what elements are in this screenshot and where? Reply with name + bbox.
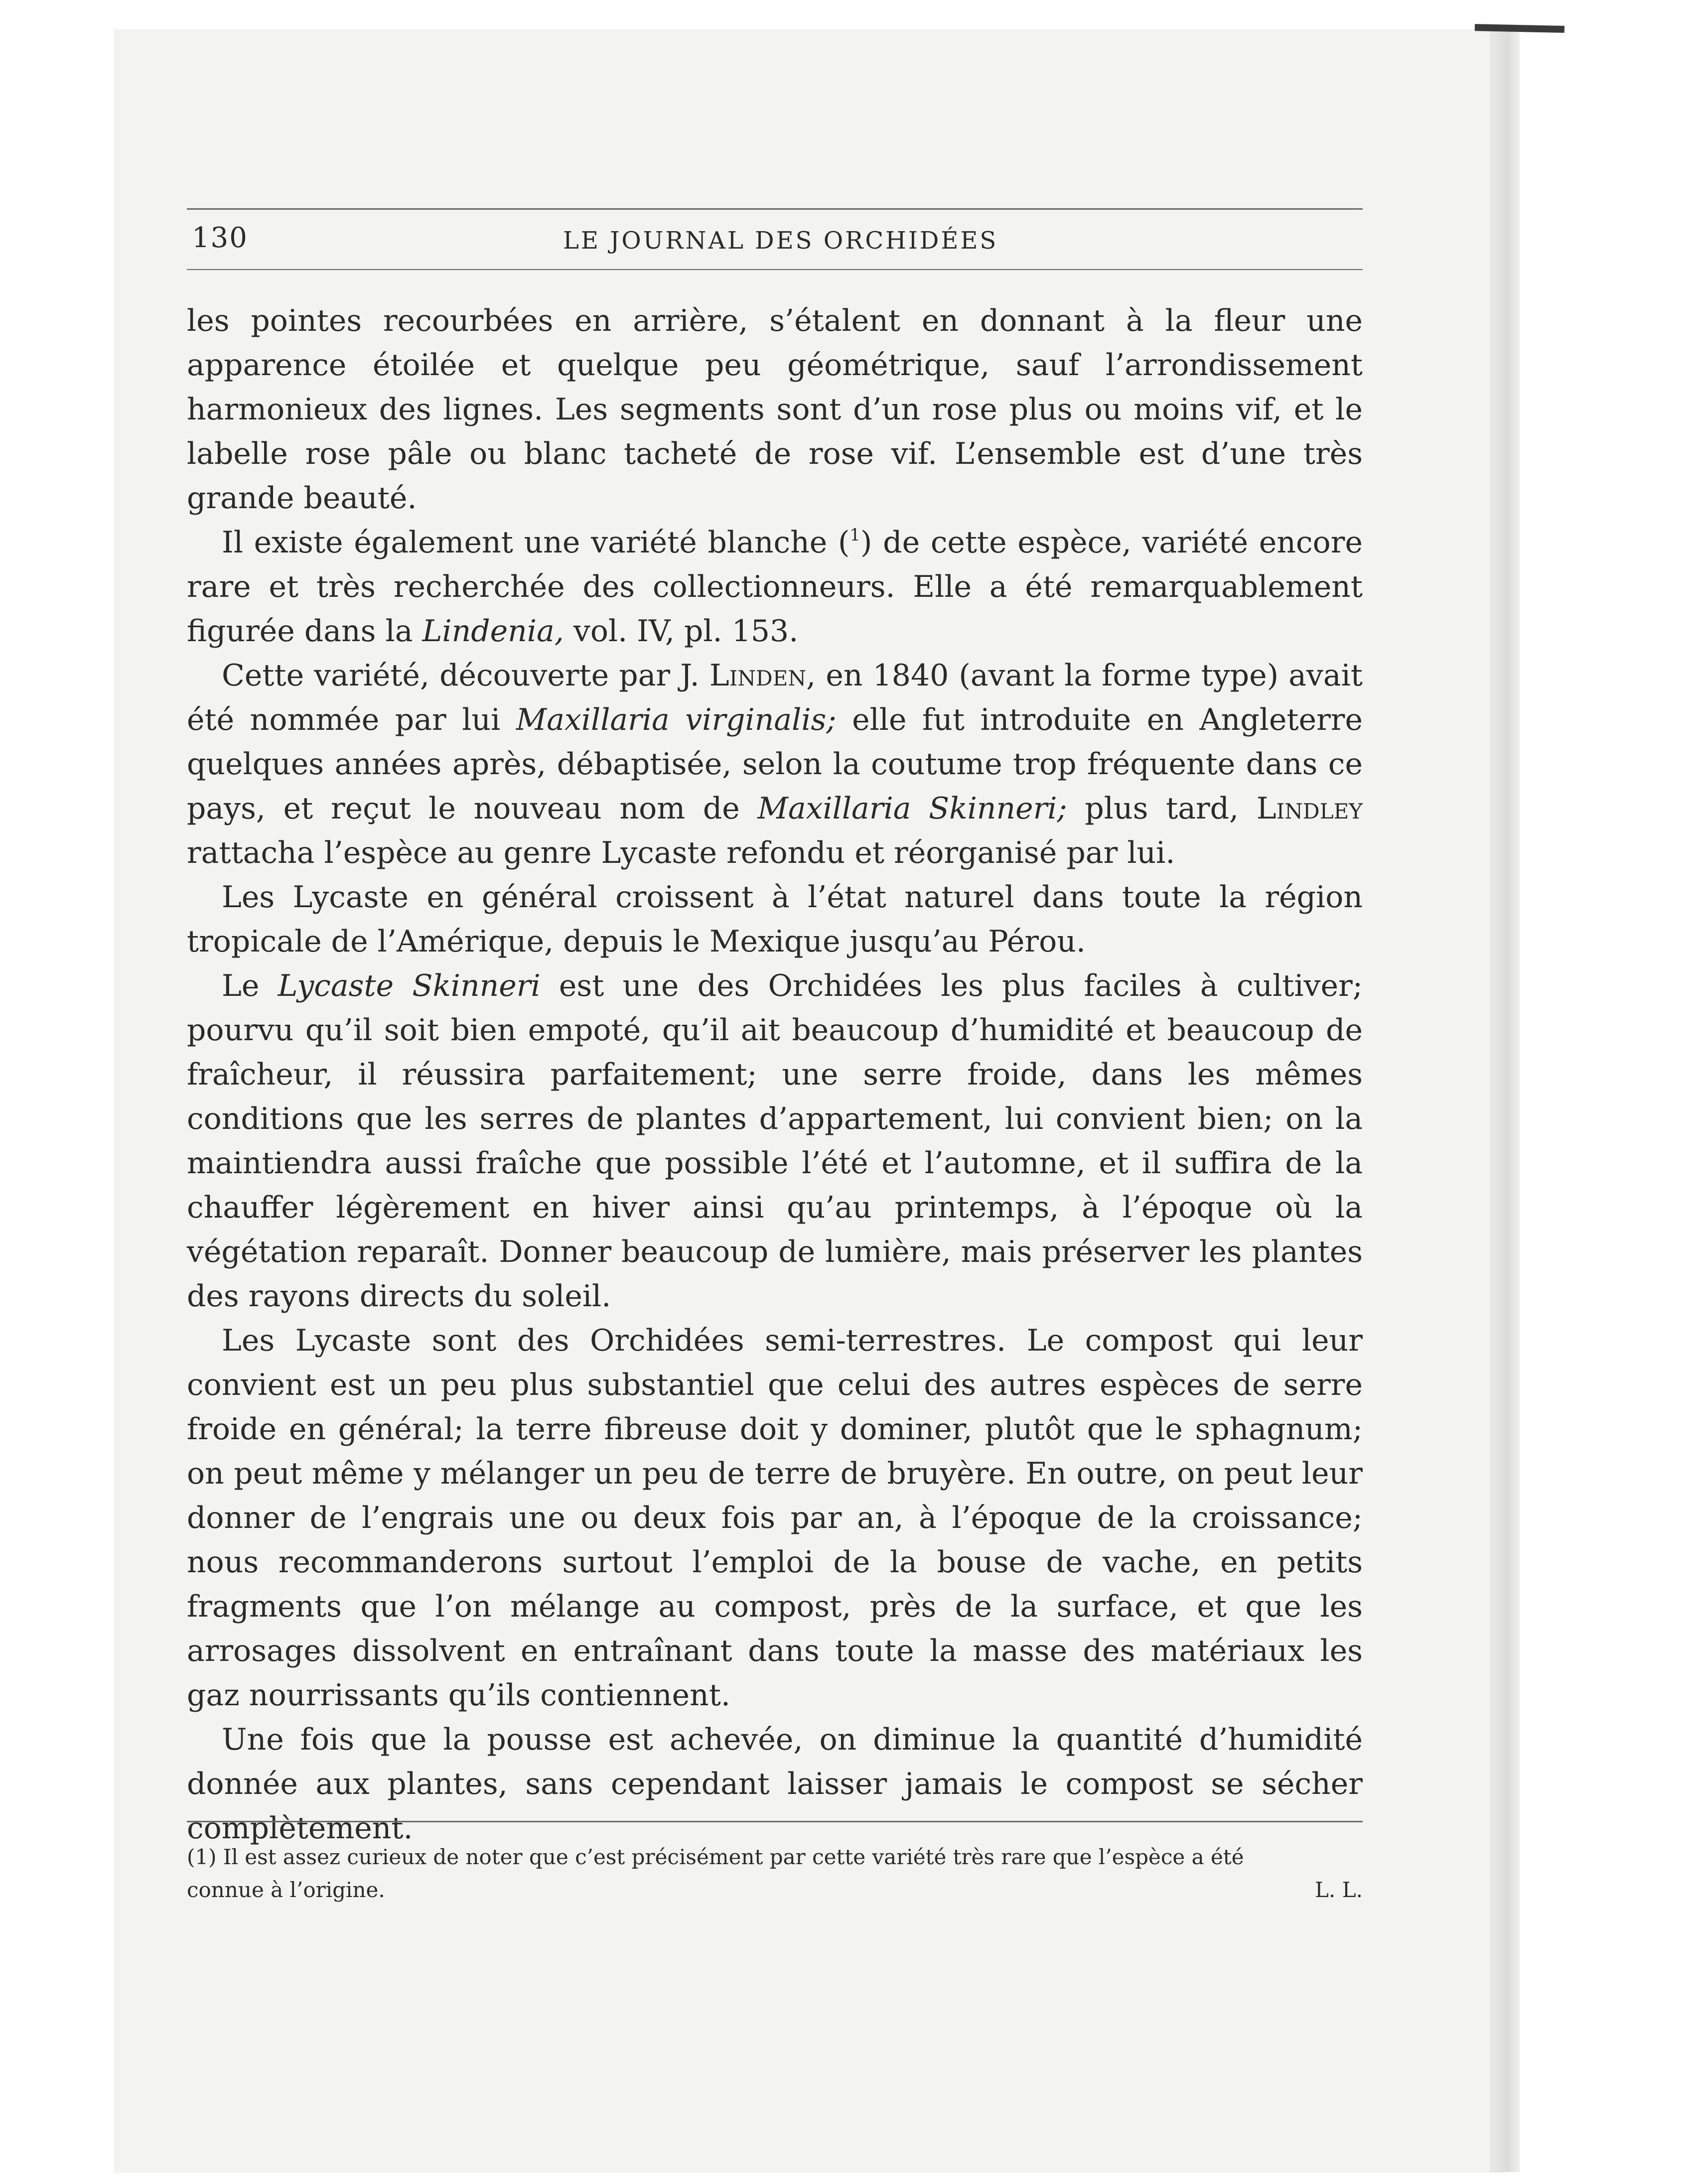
paragraph-2: Il existe également une variété blanche ($^1$) de cette espèce, variété encore rare et très recherchée des collectionneurs. Elle a été remarquablement figurée dans la Lindenia, vol. IV, pl. 153. — [187, 525, 1363, 649]
footnote — [187, 1841, 1363, 1907]
page-edge-shadow — [1490, 30, 1520, 2172]
footnote-reference: 1 — [849, 525, 861, 545]
paragraph-4: Les Lycaste en général croissent à l’état naturel dans toute la région tropicale de l’Amérique, depuis le Mexique jusqu’au Pérou. — [187, 880, 1363, 959]
italic-lycaste-skinneri: Lycaste Skinneri — [278, 968, 541, 1003]
running-title: LE JOURNAL DES ORCHIDÉES — [563, 227, 998, 255]
italic-maxillaria-virginalis: Maxillaria virginalis; — [516, 702, 837, 737]
footnote-signature: L. L. — [1315, 1878, 1363, 1902]
header-rule-top — [187, 208, 1363, 210]
footnote-text: Il est assez curieux de noter que c’est précisément par cette variété très rare que l’espèce a été — [223, 1845, 1244, 1869]
footnote-rule — [187, 1821, 1363, 1822]
page-number: 130 — [192, 222, 248, 254]
paragraph-1: les pointes recourbées en arrière, s’étalent en donnant à la fleur une apparence étoilée et quelque peu géométrique, sauf l’arrondissement harmonieux des lignes. Les segments sont d’un rose plus ou moins vif, et le labelle rose pâle ou blanc tacheté de rose vif. L’ensemble est d’une très grande beauté. — [187, 303, 1363, 516]
body-text — [187, 299, 1363, 1851]
name-linden: Linden — [709, 658, 807, 693]
italic-maxillaria-skinneri: Maxillaria Skinneri; — [757, 791, 1067, 826]
paragraph-3: Cette variété, découverte par J. Linden, en 1840 (avant la forme type) avait été nommée par lui Maxillaria virginalis; elle fut introduite en Angleterre quelques années après, débaptisée, selon la coutume trop fréquente dans ce pays, et reçut le nouveau nom de Maxillaria Skinneri; plus tard, Lindley rattacha l’espèce au genre Lycaste refondu et réorganisé par lui. — [187, 658, 1363, 870]
header-rule-bottom — [187, 269, 1363, 270]
paragraph-5: Le Lycaste Skinneri est une des Orchidées les plus faciles à cultiver; pourvu qu’il soit bien empoté, qu’il ait beaucoup d’humidité et beaucoup de fraîcheur, il réussira parfaitement; une serre froide, dans les mêmes conditions que les serres de plantes d’appartement, lui convient bien; on la maintiendra aussi fraîche que possible l’été et l’automne, et il suffira de la chauffer légèrement en hiver ainsi qu’au printemps, à l’époque où la végétation reparaît. Donner beaucoup de lumière, mais préserver les plantes des rayons directs du soleil. — [187, 968, 1363, 1314]
footnote-text-end: connue à l’origine. — [187, 1878, 385, 1902]
paragraph-7: Une fois que la pousse est achevée, on diminue la quantité d’humidité donnée aux plantes, sans cependant laisser jamais le compost se sécher complètement. — [187, 1722, 1363, 1846]
paragraph-6: Les Lycaste sont des Orchidées semi-terrestres. Le compost qui leur convient est un peu plus substantiel que celui des autres espèces de serre froide en général; la terre fibreuse doit y dominer, plutôt que le sphagnum; on peut même y mélanger un peu de terre de bruyère. En outre, on peut leur donner de l’engrais une ou deux fois par an, à l’époque de la croissance; nous recommanderons surtout l’emploi de la bouse de vache, en petits fragments que l’on mélange au compost, près de la surface, et que les arrosages dissolvent en entraînant dans toute la masse des matériaux les gaz nourrissants qu’ils contiennent. — [187, 1323, 1363, 1713]
footnote-line-1 — [187, 1841, 1363, 1874]
footnote-line-2 — [187, 1874, 1363, 1907]
italic-lindenia: Lindenia, — [422, 614, 564, 649]
footnote-marker: (1) — [187, 1845, 217, 1869]
name-lindley: Lindley — [1256, 791, 1363, 826]
